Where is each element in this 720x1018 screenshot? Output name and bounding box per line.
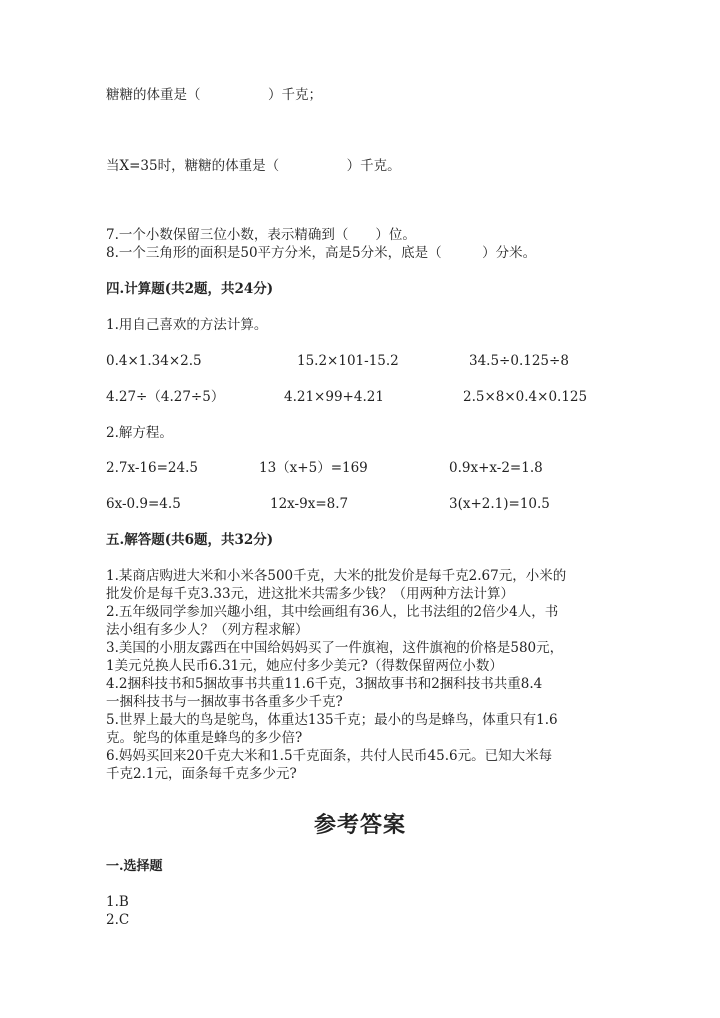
- expression: 2.5×8×0.4×0.125: [463, 389, 588, 405]
- section-heading: 四.计算题(共2题，共24分): [106, 281, 274, 297]
- problem-line: 5.世界上最大的鸟是鸵鸟，体重达135千克；最小的鸟是蜂鸟，体重只有1.6: [106, 712, 558, 728]
- problem-line: 批发价是每千克3.33元，进这批米共需多少钱？（用两种方法计算）: [106, 586, 515, 602]
- problem-line: 一捆科技书与一捆故事书各重多少千克?: [106, 694, 343, 710]
- expression: 4.27÷（4.27÷5）: [106, 389, 225, 405]
- problem-line: 4.2捆科技书和5捆故事书共重11.6千克，3捆故事书和2捆科技书共重8.4: [106, 676, 543, 692]
- problem-line: 法小组有多少人？（列方程求解）: [106, 622, 309, 638]
- subquestion-title: 2.解方程。: [106, 425, 173, 441]
- question-line: 糖糖的体重是（ ）千克；: [106, 87, 322, 103]
- expression: 4.21×99+4.21: [284, 389, 384, 405]
- problem-line: 1美元兑换人民币6.31元，她应付多少美元?（得数保留两位小数）: [106, 658, 503, 674]
- problem-line: 6.妈妈买回来20千克大米和1.5千克面条，共付人民币45.6元。已知大米每: [106, 748, 553, 764]
- answers-title: 参考答案: [313, 812, 406, 838]
- equation: 2.7x-16=24.5: [106, 460, 198, 476]
- answers-section-heading: 一.选择题: [106, 859, 163, 874]
- problem-line: 千克2.1元，面条每千克多少元?: [106, 766, 297, 782]
- equation: 3(x+2.1)=10.5: [449, 496, 550, 512]
- problem-line: 1.某商店购进大米和小米各500千克，大米的批发价是每千克2.67元，小米的: [106, 568, 567, 584]
- expression: 15.2×101-15.2: [297, 353, 399, 369]
- question-8: 8.一个三角形的面积是50平方分米，高是5分米，底是（ ）分米。: [106, 245, 537, 261]
- section-heading: 五.解答题(共6题，共32分): [106, 532, 274, 548]
- equation: 13（x+5）=169: [259, 460, 368, 476]
- answer-item: 1.B: [106, 894, 129, 910]
- problem-line: 2.五年级同学参加兴趣小组，其中绘画组有36人，比书法组的2倍少4人，书: [106, 604, 559, 620]
- expression: 0.4×1.34×2.5: [106, 353, 202, 369]
- answer-item: 2.C: [106, 912, 130, 928]
- subquestion-title: 1.用自己喜欢的方法计算。: [106, 317, 268, 333]
- question-7: 7.一个小数保留三位小数，表示精确到（ ）位。: [106, 227, 416, 243]
- problem-line: 3.美国的小朋友露西在中国给妈妈买了一件旗袍，这件旗袍的价格是580元，: [106, 640, 564, 656]
- problem-line: 克。鸵鸟的体重是蜂鸟的多少倍?: [106, 730, 303, 746]
- question-line: 当X=35时，糖糖的体重是（ ）千克。: [106, 158, 401, 174]
- equation: 6x-0.9=4.5: [106, 496, 181, 512]
- equation: 0.9x+x-2=1.8: [449, 460, 543, 476]
- equation: 12x-9x=8.7: [270, 496, 349, 512]
- expression: 34.5÷0.125÷8: [469, 353, 569, 369]
